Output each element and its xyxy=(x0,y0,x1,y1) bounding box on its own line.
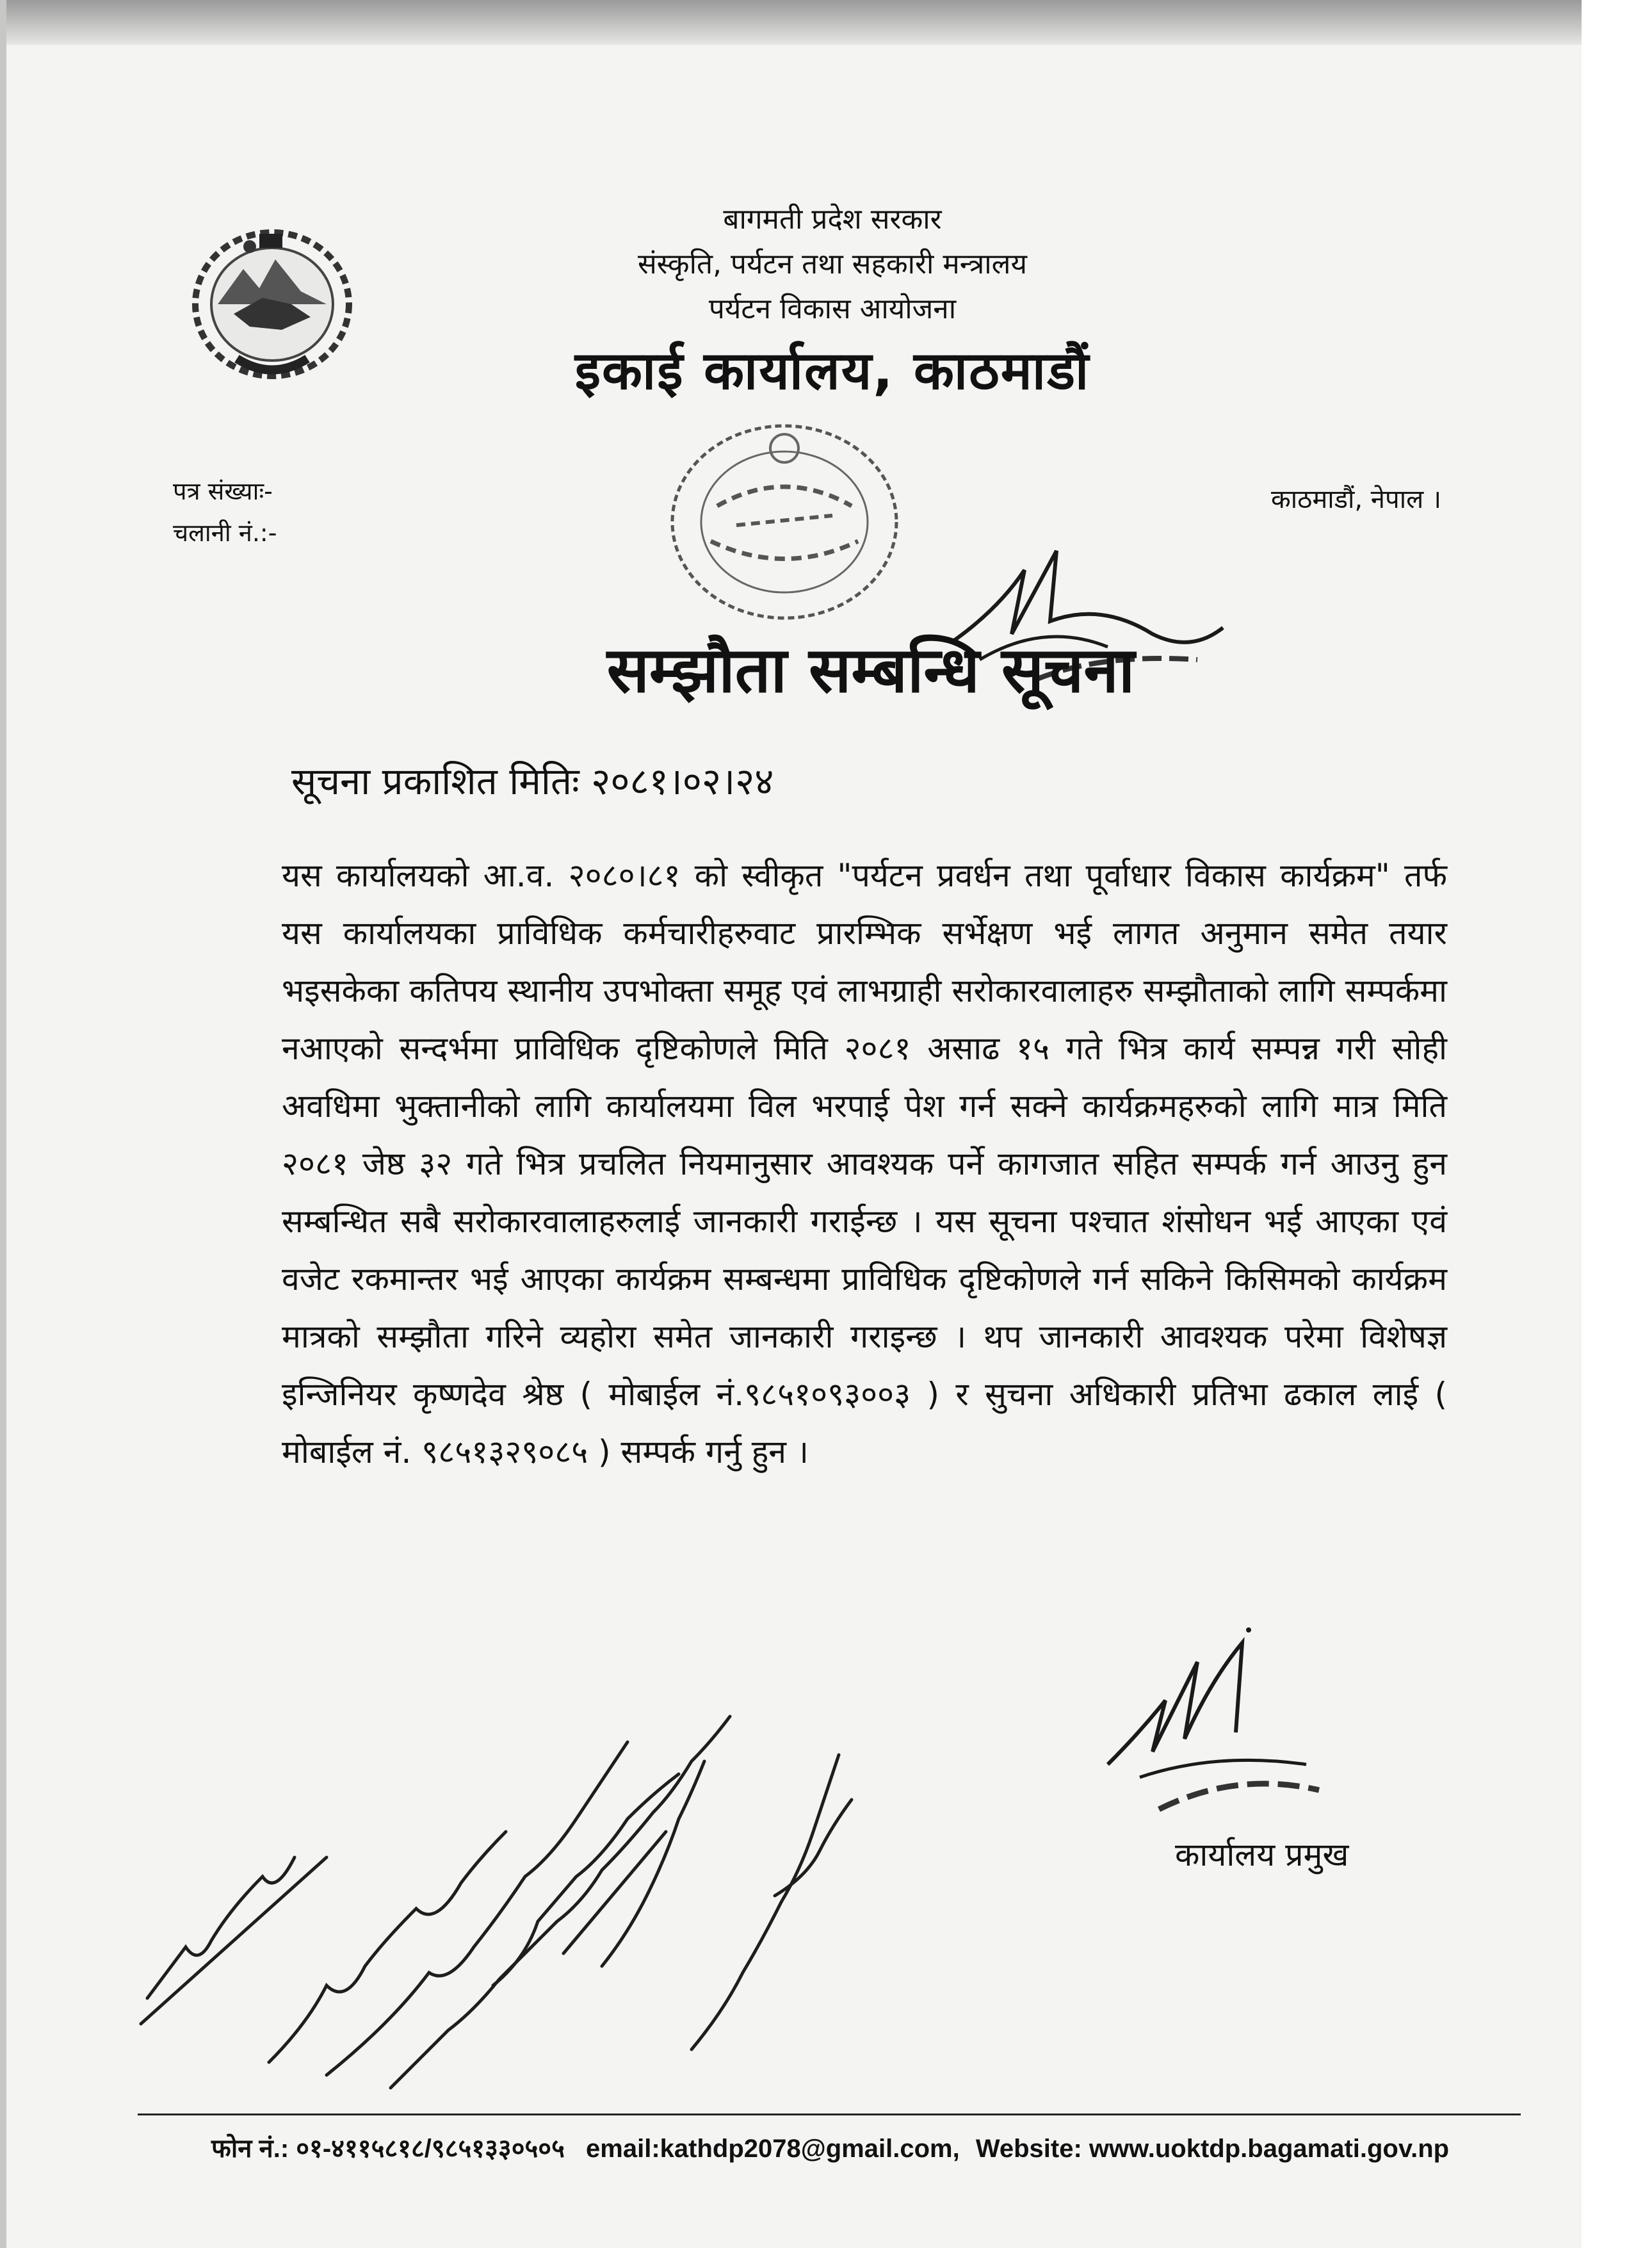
scan-margin xyxy=(1582,0,1652,2248)
ministry-government-line: बागमती प्रदेश सरकार xyxy=(723,203,942,236)
footer-email: email:kathdp2078@gmail.com, xyxy=(586,2135,960,2163)
handwritten-note xyxy=(115,1665,896,2101)
notice-title: सम्झौता सम्बन्धि सूचना xyxy=(606,634,1135,707)
footer-contact xyxy=(211,2130,1449,2165)
dispatch-number-label: चलानी नं.:- xyxy=(173,519,277,547)
letter-number-label: पत्र संख्याः- xyxy=(173,477,273,505)
footer-phone: फोन नं.: ०१-४११५८१८/९८५१३३०५०५ xyxy=(211,2135,565,2163)
footer-divider xyxy=(138,2114,1521,2115)
published-date: सूचना प्रकाशित मितिः २०८१।०२।२४ xyxy=(291,760,774,803)
signature-bottom xyxy=(1089,1604,1357,1822)
notice-body: यस कार्यालयको आ.व. २०८०।८१ को स्वीकृत "पर्यटन प्रवर्धन तथा पूर्वाधार विकास कार्यक्रम" तर्फ यस कार्यालयका प्राविधिक कर्मचारीहरुवाट प्रारम्भिक सर्भेक्षण भई लागत अनुमान समेत तयार भइसकेका कतिपय स्थानीय उपभोक्ता समूह एवं लाभग्राही सरोकारवालाहरु सम्झौताको लागि सम्पर्कमा नआएको सन्दर्भमा प्राविधिक दृष्टिकोणले मिति २०८१ असाढ १५ गते भित्र कार्य सम्पन्न गरी सोही अवधिमा भुक्तानीको लागि कार्यालयमा विल भरपाई पेश गर्न सक्ने कार्यक्रमहरुको लागि मात्र मिति २०८१ जेष्ठ ३२ गते भित्र प्रचलित नियमानुसार आवश्यक पर्ने कागजात सहित सम्पर्क गर्न आउनु हुन सम्बन्धित सबै सरोकारवालाहरुलाई जानकारी गराईन्छ । यस सूचना पश्चात शंसोधन भई आएका एवं वजेट रकमान्तर भई आएका कार्यक्रम सम्बन्धमा प्राविधिक दृष्टिकोणले गर्न सकिने किसिमको कार्यक्रम मात्रको सम्झौता गरिने व्यहोरा समेत जानकारी गराइन्छ । थप जानकारी आवश्यक परेमा विशेषज्ञ इन्जिनियर कृष्णदेव श्रेष्ठ ( मोबाईल नं.९८५१०९३००३ ) र सुचना अधिकारी प्रतिभा ढकाल लाई ( मोबाईल नं. ९८५१३२९०८५ ) सम्पर्क गर्नु हुन । xyxy=(282,857,1447,1470)
place-label: काठमाडौं, नेपाल । xyxy=(1271,485,1442,514)
scan-left-edge xyxy=(0,0,6,2248)
project-name-line: पर्यटन विकास आयोजना xyxy=(708,293,957,325)
nepal-emblem-icon xyxy=(173,208,371,400)
office-round-stamp xyxy=(647,410,922,640)
footer-website: Website: www.uoktdp.bagamati.gov.np xyxy=(975,2135,1450,2163)
scan-top-shadow xyxy=(0,0,1582,45)
ministry-name-line: संस्कृति, पर्यटन तथा सहकारी मन्त्रालय xyxy=(637,248,1028,281)
signatory-designation: कार्यालय प्रमुख xyxy=(1175,1836,1349,1873)
office-name-heading: इकाई कार्यालय, काठमाडौं xyxy=(574,341,1090,402)
